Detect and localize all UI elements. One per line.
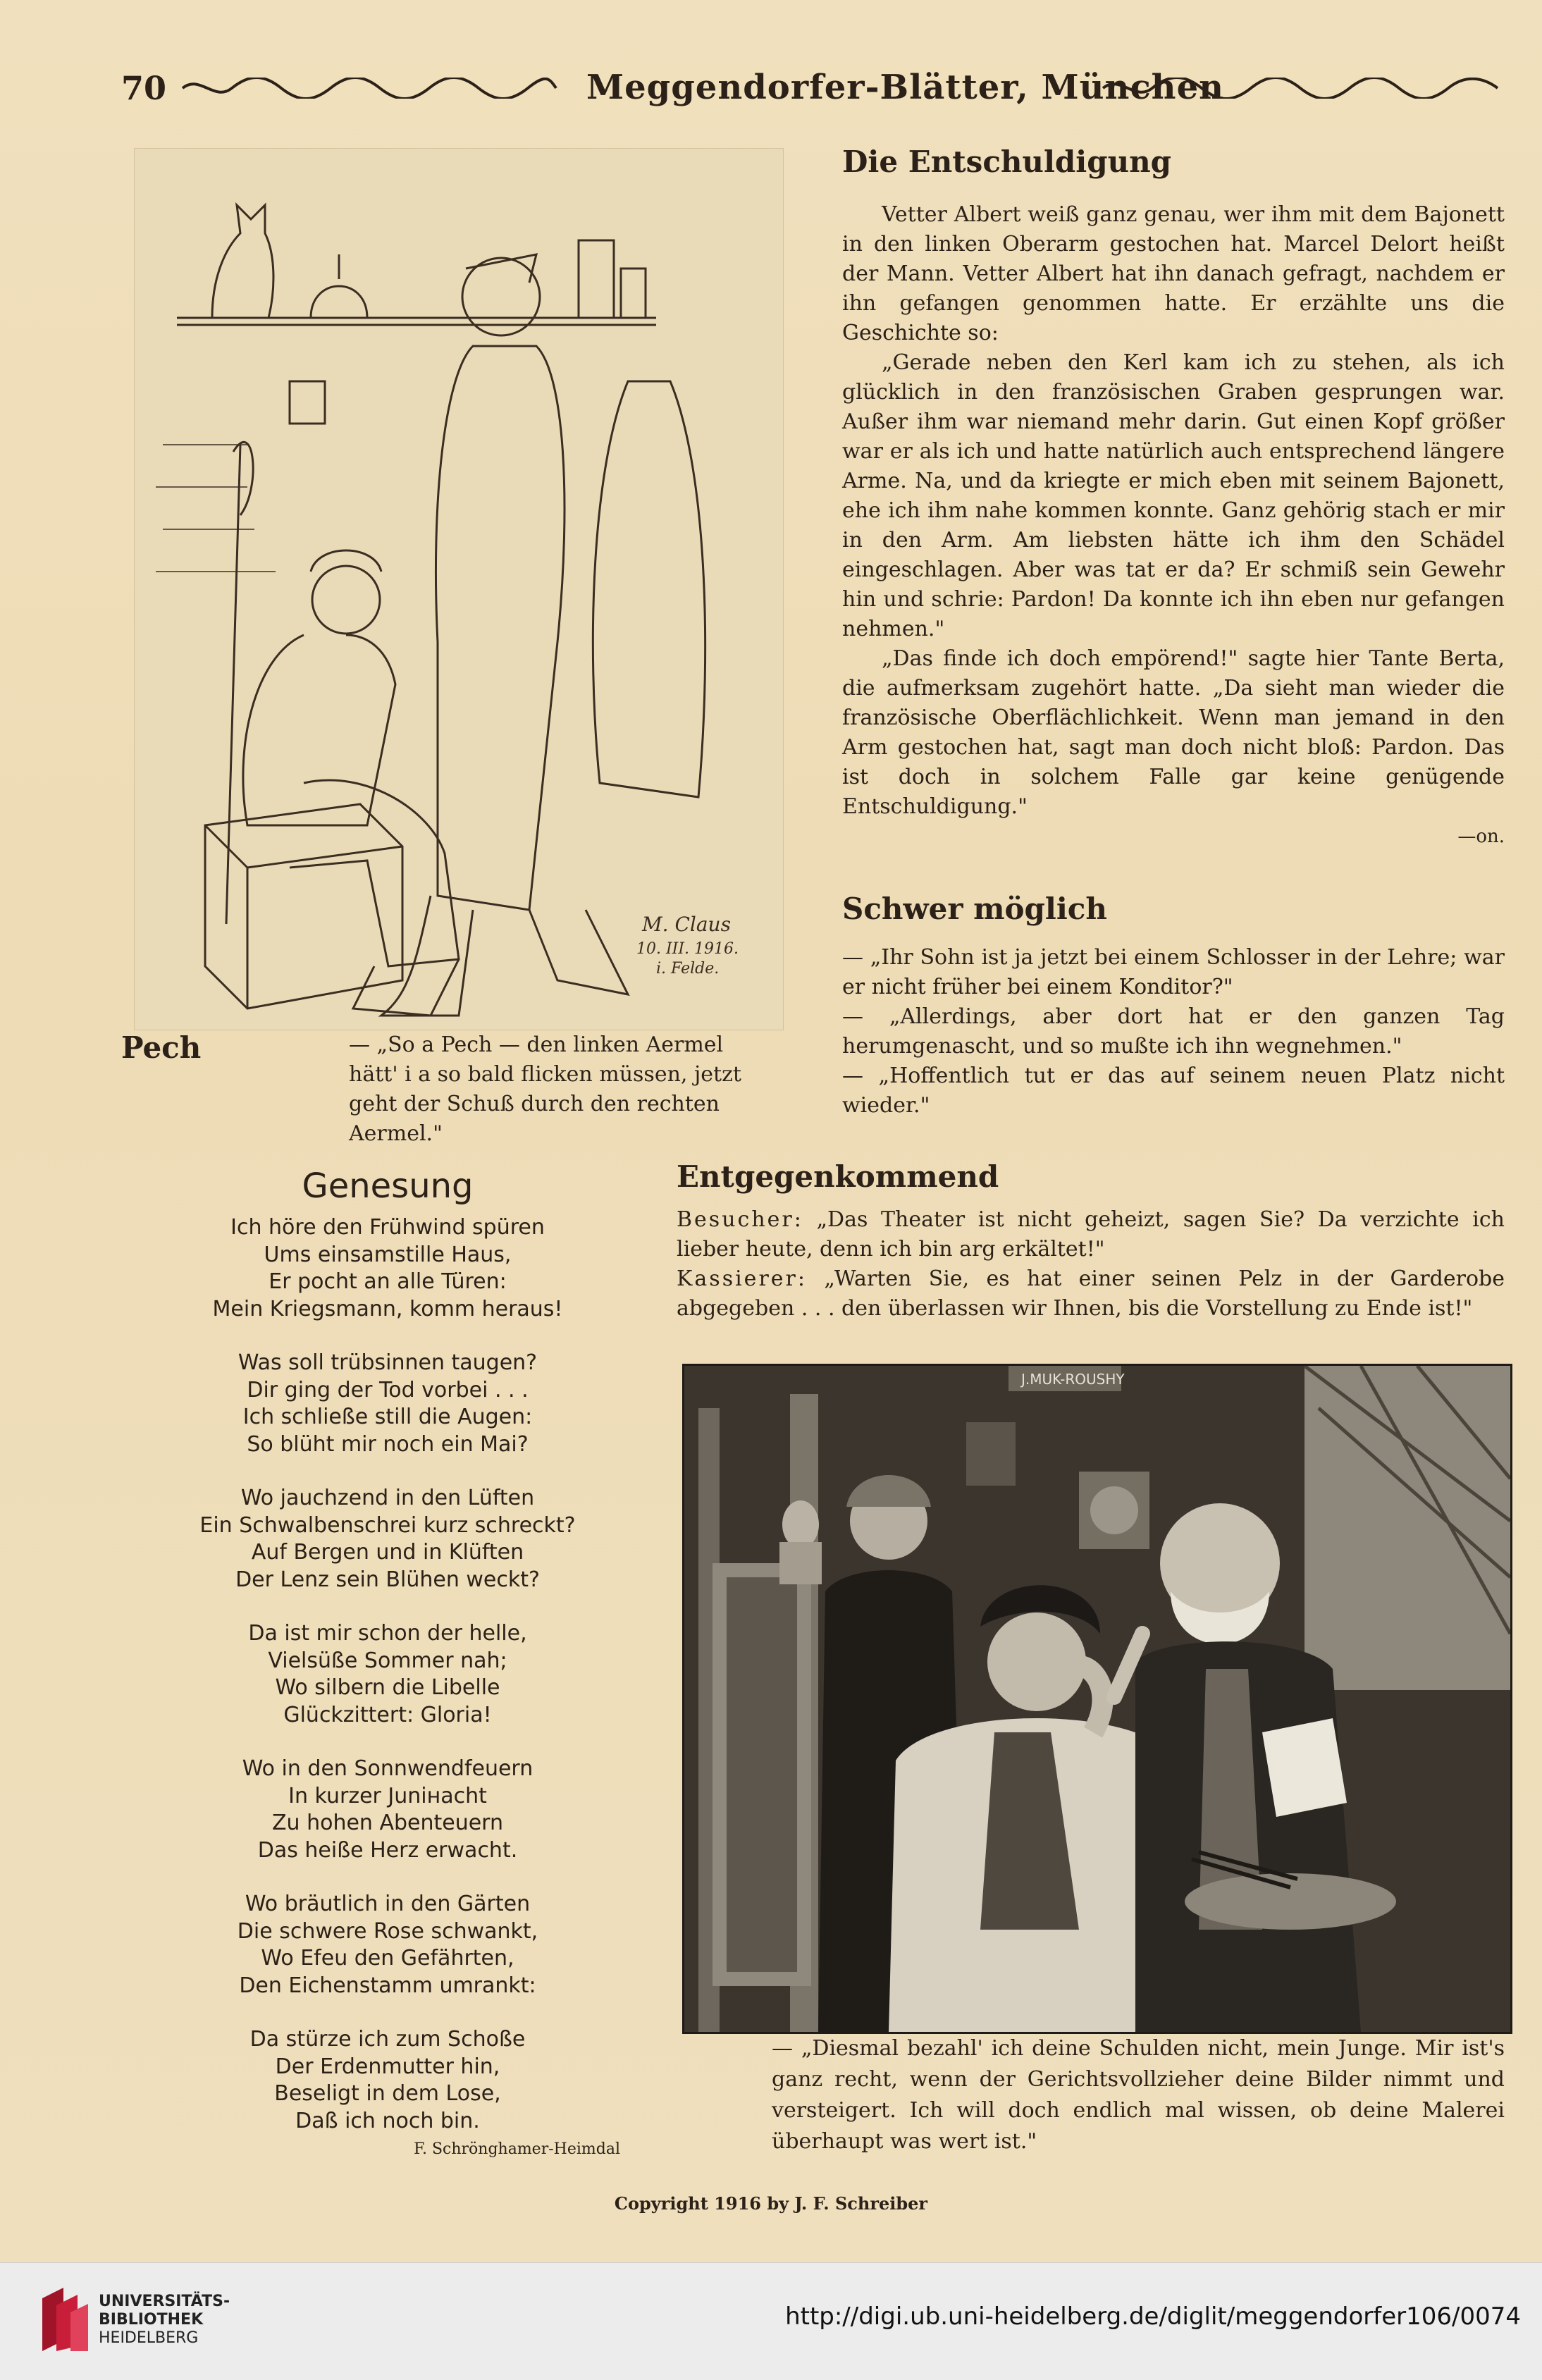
poem-line: Zu hohen Abenteuern [271,1811,504,1835]
painter-signature: J.MUK-ROUSHY [1021,1371,1125,1388]
poem-line: Ich schließe still die Augen: [242,1405,533,1429]
poem-line: Da ist mir schon der helle, [248,1621,527,1646]
sketch-signature-place: i. Felde. [656,960,720,978]
journal-title: Meggendorfer-Blätter, München [586,68,1224,107]
article-entgegenkommend [677,1159,1505,1324]
permalink-url[interactable]: http://digi.ub.uni-heidelberg.de/diglit/meggendorfer106/0074 [785,2302,1521,2331]
poem-stanza [134,1756,641,1864]
header-ornament-left [179,78,560,99]
poem-genesung [134,1166,641,2158]
poem-line: Der Erdenmutter hin, [275,2054,500,2079]
university-library-logo-icon [35,2284,92,2355]
article-schwer-moeglich [842,892,1505,1121]
poem-line: Wo in den Sonnwendfeuern [242,1756,533,1781]
entschuldigung-title: Die Entschuldigung [842,144,1172,179]
poem-stanza [134,1350,641,1458]
library-name-line-2: BIBLIOTHEK [99,2311,204,2329]
schwer-title: Schwer möglich [842,892,1107,926]
article-entschuldigung [842,144,1505,851]
poem-line: Wo jauchzend in den Lüften [240,1486,535,1510]
poem-line: Der Lenz sein Blühen weckt? [235,1567,540,1592]
poem-body [134,1214,641,2135]
poem-line: So blüht mir noch ein Mai? [247,1431,529,1457]
poem-line: Ums einsamstille Haus, [264,1242,512,1267]
library-name [99,2293,230,2348]
library-name-line-1: UNIVERSITÄTS- [99,2293,230,2310]
entgegen-line-1 [677,1205,1505,1264]
poem-line: Vielsüße Sommer nah; [268,1648,507,1673]
entschuldigung-paragraph-1: Vetter Albert weiß ganz genau, wer ihm mit dem Bajonett in den linken Oberarm gestochen hat. Marcel Delort heißt der Mann. Vetter Albert hat ihn danach gefragt, nachdem er ihn gefangen genommen hatte. Er erzählte uns die Geschichte so: [842,202,1505,345]
poem-line: Wo silbern die Libelle [275,1675,500,1700]
entgegen-speaker-1: Besucher: [677,1207,803,1232]
poem-line: Auf Bergen und in Klüften [251,1540,524,1565]
page-number: 70 [121,69,167,107]
copyright-line: Copyright 1916 by J. F. Schreiber [614,2193,928,2214]
digital-library-footer [0,2262,1542,2380]
entgegen-title: Entgegenkommend [677,1159,999,1194]
library-name-line-3: HEIDELBERG [99,2329,199,2347]
poem-stanza [134,1620,641,1729]
poem-line: Dir ging der Tod vorbei . . . [247,1377,529,1402]
poem-line: Den Eichenstamm umrankt: [239,1973,536,1998]
entgegen-text-1: „Das Theater ist nicht geheizt, sagen Sie? Da verzichte ich lieber heute, denn ich bin arg erkältet!" [677,1207,1505,1262]
poem-stanza [134,1891,641,1999]
sketch-signature-name: M. Claus [642,913,731,936]
poem-line: In kurzer Junінacht [288,1783,487,1808]
schwer-line-1: — „Ihr Sohn ist ja jetzt bei einem Schlosser in der Lehre; war er nicht früher bei einem Konditor?" [842,945,1505,999]
poem-stanza [134,1485,641,1593]
pech-text: — „So a Pech — den linken Aermel hätt' i a so bald flicken müssen, jetzt geht der Schuß durch den rechten Aermel." [349,1032,741,1146]
poem-line: Ich höre den Frühwind spüren [230,1215,545,1240]
poem-line: Beseligt in dem Lose, [274,2081,501,2106]
painting-illustration-studio [682,1364,1512,2034]
poem-stanza [134,2026,641,2135]
poem-line: Das heiße Herz erwacht. [257,1837,518,1863]
painting-caption: — „Diesmal bezahl' ich deine Schulden nicht, mein Junge. Mir ist's ganz recht, wenn der Gerichtsvollzieher deine Bilder nimmt und versteigert. Ich will doch endlich mal wissen, ob deine Malerei überhaupt was wert ist." [772,2036,1505,2154]
poem-title: Genesung [302,1166,474,1206]
poem-stanza [134,1214,641,1323]
poem-line: Er pocht an alle Türen: [269,1269,507,1294]
poem-line: Wo Efeu den Gefährten, [261,1946,514,1971]
header-ornament-right [1099,78,1501,99]
poem-line: Was soll trübsinnen taugen? [238,1350,538,1375]
poem-line: Da stürze ich zum Schoße [249,2027,526,2052]
poem-author: F. Schrönghamer-Heimdal [414,2140,620,2158]
poem-line: Ein Schwalbenschrei kurz schreckt? [199,1512,576,1538]
entschuldigung-paragraph-2: „Gerade neben den Kerl kam ich zu stehen, als ich glücklich in den französischen Graben gesprungen war. Außer ihm war niemand mehr darin. Gut einen Kopf größer war er als ich und hatte natürlich auch entsprechend längere Arme. Na, und da kriegte er mich eben mit seinem Bajonett, ehe ich ihm nahe kommen konnte. Ganz gehörig stach er mir in den Arm. Am liebsten hätte ich ihm den Schädel eingeschlagen. Aber was tat er da? Er schmiß sein Gewehr hin und schrie: Pardon! Da konnte ich ihn eben nur gefangen nehmen." [842,350,1505,641]
poem-line: Glückzittert: Gloria! [283,1702,492,1727]
entgegen-line-2 [677,1264,1505,1324]
entgegen-text-2: „Warten Sie, es hat einer seinen Pelz in der Garderobe abgegeben . . . den überlassen wir Ihnen, bis die Vorstellung zu Ende ist!" [677,1266,1505,1321]
entschuldigung-signature: —on. [1457,826,1505,847]
sketch-illustration-soldiers [134,148,784,1030]
entgegen-speaker-2: Kassierer: [677,1266,807,1291]
poem-line: Wo bräutlich in den Gärten [245,1892,531,1916]
sketch-signature-date: 10. III. 1916. [636,940,739,958]
poem-line: Mein Kriegsmann, komm heraus! [212,1296,563,1321]
entschuldigung-paragraph-3: „Das finde ich doch empörend!" sagte hier Tante Berta, die aufmerksam zugehört hatte. „Da sieht man wieder die französische Oberflächlichkeit. Wenn man jemand in den Arm gestochen hat, sagt man doch nicht bloß: Pardon. Das ist doch in solchem Falle gar keine genügende Entschuldigung." [842,646,1505,819]
poem-line: Daß ich noch bin. [295,2108,480,2133]
poem-line: Die schwere Rose schwankt, [237,1918,538,1944]
pech-title: Pech [121,1030,202,1065]
schwer-line-3: — „Hoffentlich tut er das auf seinem neuen Platz nicht wieder." [842,1063,1505,1118]
schwer-line-2: — „Allerdings, aber dort hat er den ganzen Tag herumgenascht, und so mußte ich ihn wegnehmen." [842,1004,1505,1059]
